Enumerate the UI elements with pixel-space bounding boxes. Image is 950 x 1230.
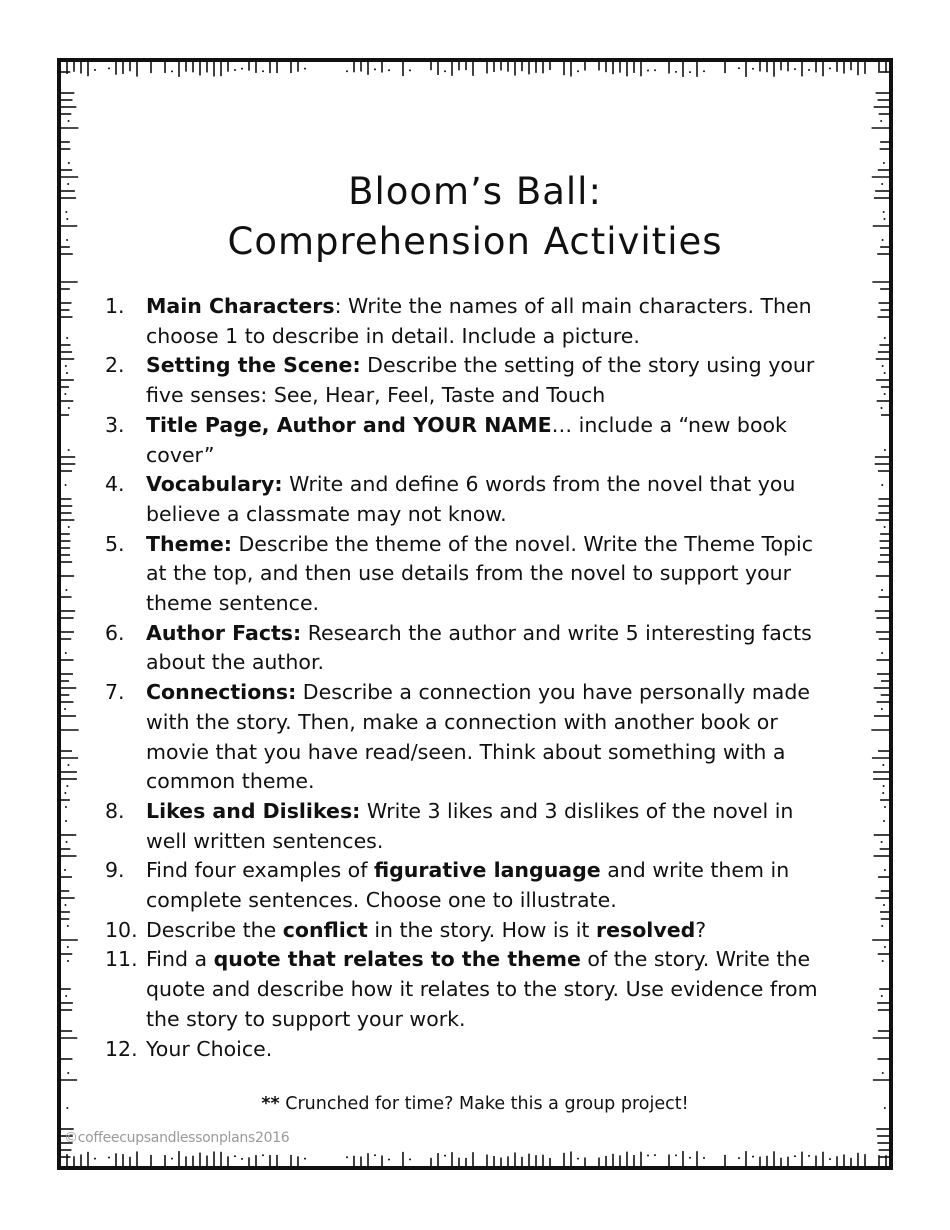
item-number: 10.: [105, 917, 138, 942]
item-heading: Setting the Scene:: [146, 353, 361, 378]
item-number: 3.: [105, 412, 125, 437]
item-number: 9.: [105, 858, 125, 883]
item-heading: Likes and Dislikes:: [146, 798, 361, 823]
item-text: Describe a connection you have personally made with the story. Then, make a connection with another book or movie that you have read/seen. Think about something with a common theme.: [146, 680, 810, 794]
item-number: 4.: [105, 472, 125, 497]
item-text: Describe the setting of the story using your five senses: See, Hear, Feel, Taste and Touch: [146, 353, 815, 408]
item-text: in the story. How is it: [367, 917, 596, 942]
item-number: 8.: [105, 798, 125, 823]
item-text: Find a: [146, 947, 214, 972]
item-text: Describe the theme of the novel. Write the Theme Topic at the top, and then use details from the novel to support your theme sentence.: [146, 531, 814, 616]
footer-marker: **: [261, 1094, 280, 1114]
item-text: … include a “new book cover”: [146, 412, 787, 467]
item-text: Your Choice.: [146, 1036, 273, 1061]
item-heading: Theme:: [146, 531, 232, 556]
item-text: : Write the names of all main characters. Then choose 1 to describe in detail. Include a picture.: [146, 294, 812, 348]
list-item: [0, 1035, 950, 1065]
list-item: [0, 945, 950, 1034]
item-text: Find four examples of: [146, 858, 374, 883]
item-text: and write them in complete sentences. Choose one to illustrate.: [146, 858, 790, 913]
item-number: 7.: [105, 680, 125, 705]
item-heading: Connections:: [146, 680, 297, 705]
item-number: 6.: [105, 620, 125, 645]
list-item: [0, 619, 950, 678]
list-item: [0, 678, 950, 797]
item-text: Research the author and write 5 interesting facts about the author.: [146, 620, 812, 675]
item-number: 1.: [105, 294, 125, 318]
list-item: [0, 470, 950, 529]
item-heading: Main Characters: [146, 294, 335, 318]
list-item: [0, 856, 950, 915]
list-item: [0, 292, 950, 351]
item-number: 5.: [105, 531, 125, 556]
activity-list: [0, 292, 950, 1064]
item-heading: Author Facts:: [146, 620, 302, 645]
item-number: 12.: [105, 1036, 138, 1061]
list-item: [0, 351, 950, 410]
page-title: Bloom’s Ball:: [348, 169, 602, 213]
copyright-watermark: ©coffeecupsandlessonplans2016: [64, 1130, 290, 1146]
item-text: Write 3 likes and 3 dislikes of the novel in well written sentences.: [146, 798, 794, 853]
item-text: Write and define 6 words from the novel that you believe a classmate may not know.: [146, 472, 796, 526]
item-heading: Title Page, Author and YOUR NAME: [146, 412, 552, 437]
item-emphasis: conflict: [282, 917, 368, 942]
list-item: [0, 916, 950, 946]
item-heading: Vocabulary:: [146, 472, 283, 497]
item-text: Describe the: [146, 917, 283, 942]
item-text: of the story. Write the quote and describe how it relates to the story. Use evidence from the story to support your work.: [146, 947, 818, 1031]
item-emphasis: quote that relates to the theme: [213, 947, 581, 972]
page-subtitle: Comprehension Activities: [227, 219, 723, 263]
list-item: [0, 797, 950, 856]
footer-text: Crunched for time? Make this a group project!: [279, 1094, 689, 1114]
item-number: 11.: [105, 947, 138, 972]
item-emphasis: resolved: [596, 917, 696, 942]
list-item: [0, 411, 950, 470]
item-emphasis: figurative language: [373, 858, 601, 883]
footer-note: [0, 1094, 950, 1114]
list-item: [0, 530, 950, 619]
item-text: ?: [695, 917, 707, 942]
item-number: 2.: [105, 353, 125, 378]
